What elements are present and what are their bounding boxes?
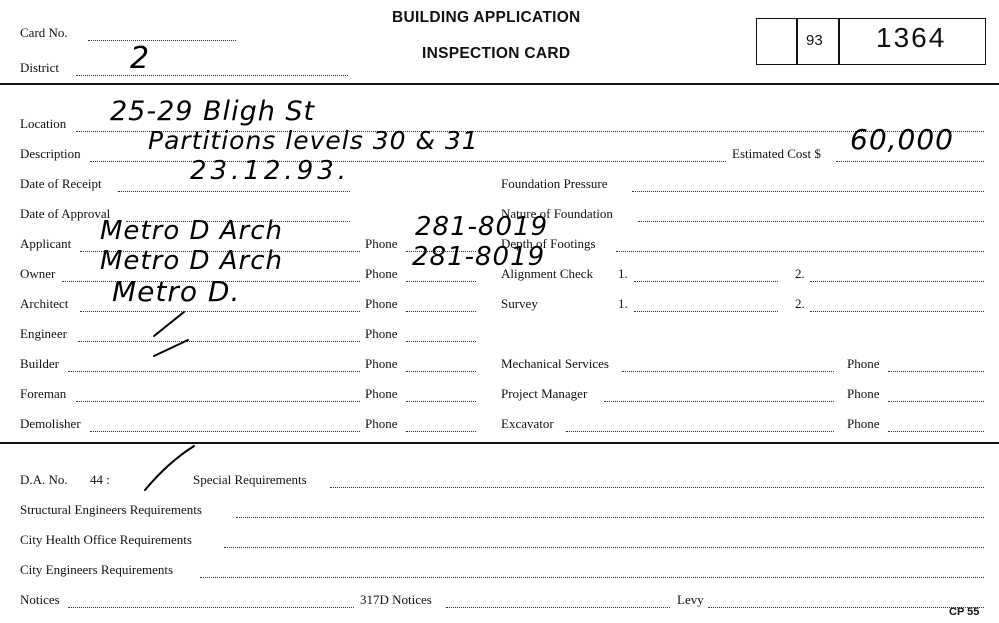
excavator-phone-label: Phone <box>847 416 880 431</box>
foreman-label: Foreman <box>20 386 67 401</box>
foreman-phone-label: Phone <box>365 386 398 401</box>
owner-phone-label: Phone <box>365 266 398 281</box>
da-no-value: 44 : <box>90 472 110 487</box>
project-manager-label: Project Manager <box>501 386 588 401</box>
date-of-receipt-label: Date of Receipt <box>20 176 102 191</box>
notices-line[interactable] <box>68 607 354 608</box>
city-health-line[interactable] <box>224 547 984 548</box>
survey-line-1[interactable] <box>634 311 778 312</box>
alignment-check-line-2[interactable] <box>810 281 984 282</box>
excavator-label: Excavator <box>501 416 554 431</box>
form-subtitle: INSPECTION CARD <box>422 45 571 62</box>
builder-phone-label: Phone <box>365 356 398 371</box>
middle-divider <box>0 442 999 444</box>
engineer-label: Engineer <box>20 326 67 341</box>
da-no-label: D.A. No. <box>20 472 68 487</box>
builder-label: Builder <box>20 356 59 371</box>
levy-line[interactable] <box>708 607 984 608</box>
date-of-receipt-value: 23.12.93. <box>190 156 351 186</box>
owner-phone-value: 281-8019 <box>412 242 546 272</box>
demolisher-label: Demolisher <box>20 416 81 431</box>
city-engineers-line[interactable] <box>200 577 984 578</box>
city-engineers-label: City Engineers Requirements <box>20 562 174 577</box>
city-health-label: City Health Office Requirements <box>20 532 192 547</box>
district-label: District <box>20 60 59 75</box>
depth-of-footings-line[interactable] <box>616 251 984 252</box>
project-manager-phone-line[interactable] <box>888 401 984 402</box>
description-value: Partitions levels 30 & 31 <box>148 126 479 155</box>
mechanical-services-phone-line[interactable] <box>888 371 984 372</box>
owner-value: Metro D Arch <box>100 246 284 276</box>
nature-of-foundation-label: Nature of Foundation <box>501 206 613 221</box>
da-no-strike-mark <box>145 446 194 490</box>
mechanical-services-label: Mechanical Services <box>501 356 609 371</box>
mechanical-services-line[interactable] <box>622 371 834 372</box>
structural-engineers-label: Structural Engineers Requirements <box>20 502 202 517</box>
survey-num2: 2. <box>795 296 805 311</box>
date-of-approval-label: Date of Approval <box>20 206 111 221</box>
depth-of-footings-label: Depth of Footings <box>501 236 596 251</box>
special-requirements-label: Special Requirements <box>193 472 307 487</box>
engineer-phone-label: Phone <box>365 326 398 341</box>
form-title: BUILDING APPLICATION <box>392 9 581 26</box>
levy-label: Levy <box>677 592 704 607</box>
reference-number: 1364 <box>876 22 947 53</box>
builder-strike-mark <box>154 340 188 356</box>
card-no-label: Card No. <box>20 25 68 40</box>
notices-label: Notices <box>20 592 60 607</box>
location-label: Location <box>20 116 67 131</box>
owner-label: Owner <box>20 266 56 281</box>
excavator-phone-line[interactable] <box>888 431 984 432</box>
structural-engineers-line[interactable] <box>236 517 984 518</box>
reference-year: 93 <box>806 32 823 49</box>
survey-label: Survey <box>501 296 538 311</box>
estimated-cost-label: Estimated Cost $ <box>732 146 821 161</box>
notices-317d-label: 317D Notices <box>360 592 432 607</box>
nature-of-foundation-line[interactable] <box>638 221 984 222</box>
alignment-check-line-1[interactable] <box>634 281 778 282</box>
alignment-check-num2: 2. <box>795 266 805 281</box>
alignment-check-num1: 1. <box>618 266 628 281</box>
survey-line-2[interactable] <box>810 311 984 312</box>
description-label: Description <box>20 146 81 161</box>
survey-num1: 1. <box>618 296 628 311</box>
project-manager-phone-label: Phone <box>847 386 880 401</box>
applicant-phone-label: Phone <box>365 236 398 251</box>
foundation-pressure-line[interactable] <box>632 191 984 192</box>
location-value: 25-29 Bligh St <box>110 96 316 127</box>
form-code: CP 55 <box>949 606 980 618</box>
alignment-check-label: Alignment Check <box>501 266 594 281</box>
architect-value: Metro D. <box>112 275 241 308</box>
mechanical-services-phone-label: Phone <box>847 356 880 371</box>
project-manager-line[interactable] <box>604 401 834 402</box>
applicant-value: Metro D Arch <box>100 216 284 246</box>
notices-317d-line[interactable] <box>446 607 670 608</box>
special-requirements-line[interactable] <box>330 487 984 488</box>
applicant-label: Applicant <box>20 236 72 251</box>
applicant-phone-value: 281-8019 <box>415 212 549 242</box>
architect-label: Architect <box>20 296 69 311</box>
district-value: 2 <box>130 41 151 76</box>
demolisher-phone-label: Phone <box>365 416 398 431</box>
foundation-pressure-label: Foundation Pressure <box>501 176 608 191</box>
excavator-line[interactable] <box>566 431 834 432</box>
architect-phone-label: Phone <box>365 296 398 311</box>
estimated-cost-value: 60,000 <box>850 123 954 156</box>
engineer-strike-mark <box>154 312 184 336</box>
